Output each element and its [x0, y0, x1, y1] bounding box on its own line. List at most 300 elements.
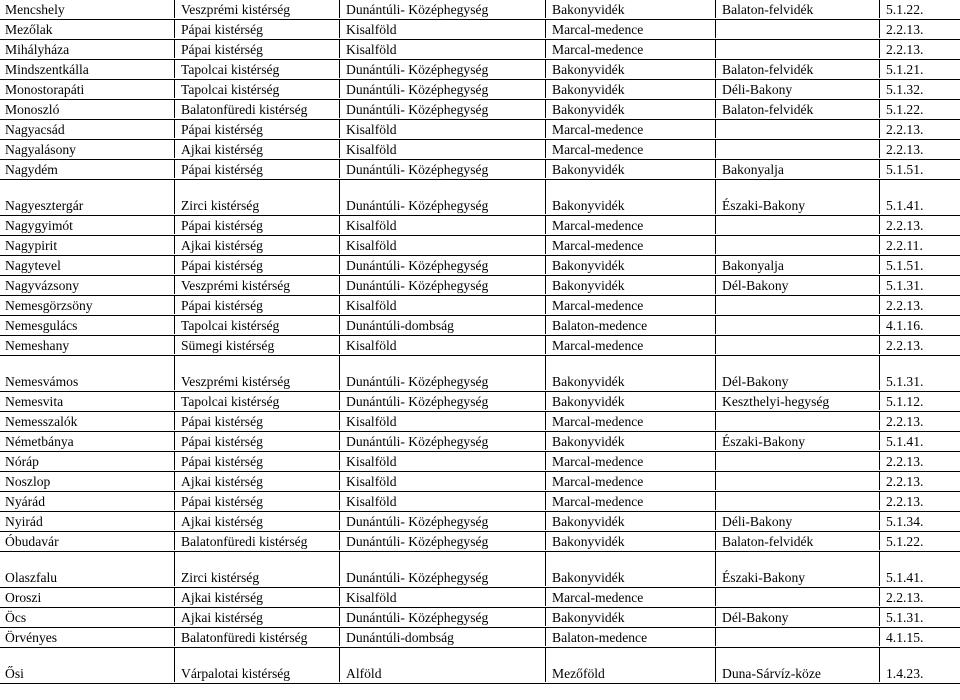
cell-text: Nagyvázsony [5, 278, 79, 293]
table-cell [0, 451, 174, 470]
cell-text: Olaszfalu [5, 570, 58, 585]
table-cell [174, 255, 339, 274]
table-cell [174, 607, 339, 626]
table-row [0, 180, 960, 216]
cell-text: Marcal-medence [552, 590, 644, 605]
cell-text: 2.2.13. [886, 298, 924, 313]
table-cell [0, 607, 174, 626]
cell-text: Kisalföld [346, 298, 397, 313]
cell-text: Marcal-medence [552, 42, 644, 57]
table-cell [715, 491, 879, 510]
table-row [0, 432, 960, 452]
table-cell [174, 531, 339, 550]
table-cell [174, 491, 339, 510]
cell-text: Noszlop [5, 474, 51, 489]
table-cell [174, 647, 339, 682]
table-cell [879, 99, 960, 118]
cell-text: Marcal-medence [552, 474, 644, 489]
table-cell [339, 295, 545, 314]
table-cell [715, 355, 879, 390]
cell-text: Nagyacsád [5, 122, 65, 137]
cell-text: 5.1.34. [886, 514, 924, 529]
table-cell [174, 411, 339, 430]
table-cell [339, 627, 545, 646]
table-cell [879, 391, 960, 410]
table-cell [715, 471, 879, 490]
cell-text: Északi-Bakony [722, 570, 806, 585]
table-cell [0, 491, 174, 510]
table-row [0, 412, 960, 432]
table-cell [0, 79, 174, 98]
cell-text: Pápai kistérség [181, 258, 263, 273]
cell-text: 5.1.31. [886, 278, 924, 293]
table-row [0, 100, 960, 120]
cell-text: Északi-Bakony [722, 198, 806, 213]
table-cell [545, 139, 715, 158]
cell-text: 5.1.22. [886, 534, 924, 549]
table-cell [545, 431, 715, 450]
cell-text: Marcal-medence [552, 218, 644, 233]
cell-text: Bakonyvidék [552, 610, 625, 625]
cell-text: Dunántúli-dombság [346, 318, 454, 333]
cell-text: Nemeshany [5, 338, 70, 353]
table-cell [339, 335, 545, 354]
table-cell [0, 0, 174, 18]
table-cell [715, 531, 879, 550]
table-row [0, 80, 960, 100]
table-cell [0, 587, 174, 606]
table-cell [174, 551, 339, 586]
cell-text: Duna-Sárvíz-köze [722, 666, 821, 681]
table-cell [339, 391, 545, 410]
table-cell [174, 39, 339, 58]
cell-text: Veszprémi kistérség [181, 278, 291, 293]
cell-text: Déli-Bakony [722, 514, 793, 529]
cell-text: Ajkai kistérség [181, 474, 263, 489]
cell-text: Tapolcai kistérség [181, 82, 280, 97]
cell-text: 2.2.13. [886, 414, 924, 429]
cell-text: Oroszi [5, 590, 42, 605]
table-cell [0, 19, 174, 38]
table-cell [879, 451, 960, 470]
table-row [0, 532, 960, 552]
table-cell [715, 39, 879, 58]
table-cell [545, 587, 715, 606]
cell-text: Zirci kistérség [181, 198, 260, 213]
table-cell [0, 511, 174, 530]
cell-text: Kisalföld [346, 494, 397, 509]
cell-text: Északi-Bakony [722, 434, 806, 449]
cell-text: Örvényes [5, 630, 58, 645]
table-cell [339, 59, 545, 78]
table-cell [715, 431, 879, 450]
table-cell [545, 627, 715, 646]
cell-text: Ajkai kistérség [181, 590, 263, 605]
table-row [0, 236, 960, 256]
cell-text: Tapolcai kistérség [181, 62, 280, 77]
table-cell [339, 471, 545, 490]
cell-text: 4.1.16. [886, 318, 924, 333]
cell-text: Mihályháza [5, 42, 70, 57]
cell-text: 5.1.12. [886, 394, 924, 409]
table-cell [174, 159, 339, 178]
table-row [0, 140, 960, 160]
cell-text: Nemesvámos [5, 374, 79, 389]
cell-text: Bakonyvidék [552, 102, 625, 117]
table-cell [715, 391, 879, 410]
table-cell [174, 315, 339, 334]
table-cell [174, 179, 339, 214]
cell-text: Marcal-medence [552, 338, 644, 353]
table-cell [339, 431, 545, 450]
table-cell [0, 295, 174, 314]
cell-text: Dunántúli- Középhegység [346, 62, 489, 77]
cell-text: Pápai kistérség [181, 414, 263, 429]
cell-text: Dunántúli- Középhegység [346, 162, 489, 177]
cell-text: Dél-Bakony [722, 610, 789, 625]
table-cell [339, 79, 545, 98]
table-cell [339, 215, 545, 234]
table-cell [715, 511, 879, 530]
table-cell [545, 99, 715, 118]
table-cell [879, 411, 960, 430]
cell-text: 2.2.13. [886, 22, 924, 37]
table-row [0, 20, 960, 40]
cell-text: Bakonyvidék [552, 82, 625, 97]
table-cell [339, 551, 545, 586]
table-row [0, 216, 960, 236]
table-cell [174, 587, 339, 606]
table-cell [339, 275, 545, 294]
table-cell [715, 235, 879, 254]
cell-text: Bakonyvidék [552, 62, 625, 77]
cell-text: 2.2.13. [886, 142, 924, 157]
cell-text: 5.1.21. [886, 62, 924, 77]
cell-text: Balaton-felvidék [722, 2, 814, 17]
cell-text: 5.1.22. [886, 2, 924, 17]
table-row [0, 492, 960, 512]
cell-text: Várpalotai kistérség [181, 666, 291, 681]
table-cell [879, 139, 960, 158]
table-cell [715, 275, 879, 294]
cell-text: Bakonyvidék [552, 198, 625, 213]
table-row [0, 552, 960, 588]
table-cell [0, 471, 174, 490]
cell-text: Kisalföld [346, 414, 397, 429]
cell-text: Pápai kistérség [181, 298, 263, 313]
cell-text: Bakonyvidék [552, 2, 625, 17]
table-cell [715, 99, 879, 118]
cell-text: Bakonyvidék [552, 534, 625, 549]
table-row [0, 472, 960, 492]
table-cell [879, 491, 960, 510]
table-cell [715, 59, 879, 78]
cell-text: Mencshely [5, 2, 65, 17]
table-cell [715, 79, 879, 98]
table-cell [715, 451, 879, 470]
table-cell [174, 471, 339, 490]
table-cell [0, 235, 174, 254]
cell-text: 5.1.31. [886, 374, 924, 389]
cell-text: Déli-Bakony [722, 82, 793, 97]
cell-text: 2.2.13. [886, 338, 924, 353]
cell-text: Dél-Bakony [722, 278, 789, 293]
cell-text: Dunántúli- Középhegység [346, 394, 489, 409]
cell-text: Nemesszalók [5, 414, 78, 429]
cell-text: Nagydém [5, 162, 58, 177]
table-cell [0, 355, 174, 390]
table-cell [339, 315, 545, 334]
cell-text: Nagytevel [5, 258, 61, 273]
cell-text: Balatonfüredi kistérség [181, 102, 308, 117]
cell-text: Balaton-felvidék [722, 534, 814, 549]
table-cell [0, 647, 174, 682]
table-cell [339, 255, 545, 274]
table-cell [715, 179, 879, 214]
cell-text: Mindszentkálla [5, 62, 89, 77]
table-cell [879, 607, 960, 626]
table-cell [174, 511, 339, 530]
table-cell [879, 215, 960, 234]
table-cell [879, 647, 960, 682]
cell-text: 2.2.13. [886, 122, 924, 137]
table-cell [545, 0, 715, 18]
cell-text: Balaton-medence [552, 630, 648, 645]
cell-text: Bakonyalja [722, 258, 784, 273]
cell-text: Bakonyvidék [552, 434, 625, 449]
cell-text: Dunántúli- Középhegység [346, 374, 489, 389]
table-row [0, 336, 960, 356]
cell-text: Nóráp [5, 454, 39, 469]
cell-text: Nagygyimót [5, 218, 73, 233]
cell-text: Kisalföld [346, 338, 397, 353]
table-cell [545, 255, 715, 274]
cell-text: Dunántúli- Középhegység [346, 258, 489, 273]
cell-text: Zirci kistérség [181, 570, 260, 585]
table-cell [879, 59, 960, 78]
table-cell [879, 179, 960, 214]
cell-text: Ajkai kistérség [181, 610, 263, 625]
cell-text: Bakonyalja [722, 162, 784, 177]
cell-text: 1.4.23. [886, 666, 924, 681]
table-cell [715, 295, 879, 314]
cell-text: Kisalföld [346, 474, 397, 489]
cell-text: Pápai kistérség [181, 494, 263, 509]
table-cell [0, 99, 174, 118]
cell-text: Marcal-medence [552, 122, 644, 137]
table-row [0, 0, 960, 20]
cell-text: 5.1.51. [886, 258, 924, 273]
table-cell [715, 139, 879, 158]
table-cell [174, 59, 339, 78]
cell-text: Ajkai kistérség [181, 142, 263, 157]
table-row [0, 608, 960, 628]
cell-text: Óbudavár [5, 534, 59, 549]
table-cell [879, 119, 960, 138]
cell-text: 2.2.13. [886, 590, 924, 605]
table-cell [339, 139, 545, 158]
cell-text: 5.1.32. [886, 82, 924, 97]
cell-text: Balaton-felvidék [722, 102, 814, 117]
cell-text: Kisalföld [346, 42, 397, 57]
cell-text: Dunántúli- Középhegység [346, 570, 489, 585]
cell-text: Dunántúli- Középhegység [346, 102, 489, 117]
table-cell [879, 0, 960, 18]
table-cell [0, 39, 174, 58]
cell-text: Balaton-medence [552, 318, 648, 333]
cell-text: Kisalföld [346, 454, 397, 469]
table-cell [339, 99, 545, 118]
cell-text: Bakonyvidék [552, 258, 625, 273]
cell-text: Dunántúli- Középhegység [346, 514, 489, 529]
cell-text: Bakonyvidék [552, 278, 625, 293]
table-row [0, 40, 960, 60]
cell-text: Pápai kistérség [181, 218, 263, 233]
table-cell [715, 587, 879, 606]
cell-text: Marcal-medence [552, 142, 644, 157]
table-row [0, 60, 960, 80]
cell-text: Nemesvita [5, 394, 64, 409]
table-cell [339, 355, 545, 390]
table-cell [0, 255, 174, 274]
cell-text: Nemesgörzsöny [5, 298, 93, 313]
table-cell [0, 411, 174, 430]
cell-text: 2.2.13. [886, 474, 924, 489]
table-cell [715, 551, 879, 586]
table-cell [545, 19, 715, 38]
table-cell [879, 79, 960, 98]
table-cell [339, 235, 545, 254]
cell-text: Ősi [5, 666, 24, 681]
cell-text: Keszthelyi-hegység [722, 394, 830, 409]
table-cell [879, 159, 960, 178]
table-cell [339, 607, 545, 626]
cell-text: Marcal-medence [552, 298, 644, 313]
table-cell [339, 119, 545, 138]
cell-text: Dunántúli- Középhegység [346, 2, 489, 17]
cell-text: Balatonfüredi kistérség [181, 534, 308, 549]
cell-text: Dunántúli- Középhegység [346, 278, 489, 293]
table-cell [715, 627, 879, 646]
table-cell [545, 355, 715, 390]
cell-text: Nagyalásony [5, 142, 76, 157]
table-cell [174, 275, 339, 294]
table-row [0, 276, 960, 296]
cell-text: Pápai kistérség [181, 42, 263, 57]
table-cell [0, 315, 174, 334]
table-cell [545, 315, 715, 334]
table-cell [545, 411, 715, 430]
cell-text: Nyárád [5, 494, 46, 509]
table-cell [715, 255, 879, 274]
table-cell [545, 531, 715, 550]
cell-text: Kisalföld [346, 22, 397, 37]
table-cell [339, 511, 545, 530]
table-cell [174, 79, 339, 98]
table-cell [879, 355, 960, 390]
cell-text: Bakonyvidék [552, 374, 625, 389]
table-cell [545, 119, 715, 138]
cell-text: Dunántúli-dombság [346, 630, 454, 645]
table-cell [174, 0, 339, 18]
cell-text: Nemesgulács [5, 318, 78, 333]
table-cell [0, 119, 174, 138]
table-cell [339, 411, 545, 430]
table-cell [545, 235, 715, 254]
table-cell [174, 627, 339, 646]
table-cell [545, 607, 715, 626]
table-cell [715, 19, 879, 38]
cell-text: Tapolcai kistérség [181, 318, 280, 333]
table-cell [0, 215, 174, 234]
table-cell [339, 451, 545, 470]
table-cell [174, 355, 339, 390]
table-cell [0, 627, 174, 646]
table-cell [545, 215, 715, 234]
table-cell [879, 431, 960, 450]
table-cell [715, 411, 879, 430]
table-cell [0, 531, 174, 550]
cell-text: Balatonfüredi kistérség [181, 630, 308, 645]
cell-text: Nagyesztergár [5, 198, 84, 213]
cell-text: Pápai kistérség [181, 162, 263, 177]
cell-text: 4.1.15. [886, 630, 924, 645]
cell-text: Veszprémi kistérség [181, 2, 291, 17]
cell-text: 2.2.13. [886, 454, 924, 469]
cell-text: Bakonyvidék [552, 514, 625, 529]
table-cell [545, 179, 715, 214]
table-cell [339, 39, 545, 58]
table-cell [879, 19, 960, 38]
table-cell [174, 235, 339, 254]
cell-text: Mezőlak [5, 22, 53, 37]
table-cell [715, 647, 879, 682]
table-cell [545, 647, 715, 682]
cell-text: 2.2.13. [886, 494, 924, 509]
table-row [0, 296, 960, 316]
cell-text: Alföld [346, 666, 382, 681]
cell-text: Pápai kistérség [181, 122, 263, 137]
table-cell [174, 451, 339, 470]
table-row [0, 120, 960, 140]
table-cell [339, 587, 545, 606]
cell-text: Kisalföld [346, 238, 397, 253]
cell-text: Marcal-medence [552, 494, 644, 509]
cell-text: Ajkai kistérség [181, 238, 263, 253]
cell-text: Németbánya [5, 434, 74, 449]
table-cell [879, 39, 960, 58]
table-cell [879, 551, 960, 586]
table-cell [545, 511, 715, 530]
table-row [0, 256, 960, 276]
table-cell [879, 587, 960, 606]
table-row [0, 392, 960, 412]
table-cell [0, 335, 174, 354]
table-cell [545, 491, 715, 510]
cell-text: 2.2.13. [886, 218, 924, 233]
table-cell [545, 335, 715, 354]
cell-text: Dunántúli- Középhegység [346, 534, 489, 549]
table-cell [715, 215, 879, 234]
table-cell [879, 531, 960, 550]
table-cell [545, 275, 715, 294]
table-cell [0, 431, 174, 450]
table-cell [879, 627, 960, 646]
table-cell [339, 491, 545, 510]
table-cell [0, 59, 174, 78]
cell-text: 5.1.41. [886, 198, 924, 213]
table-cell [0, 275, 174, 294]
